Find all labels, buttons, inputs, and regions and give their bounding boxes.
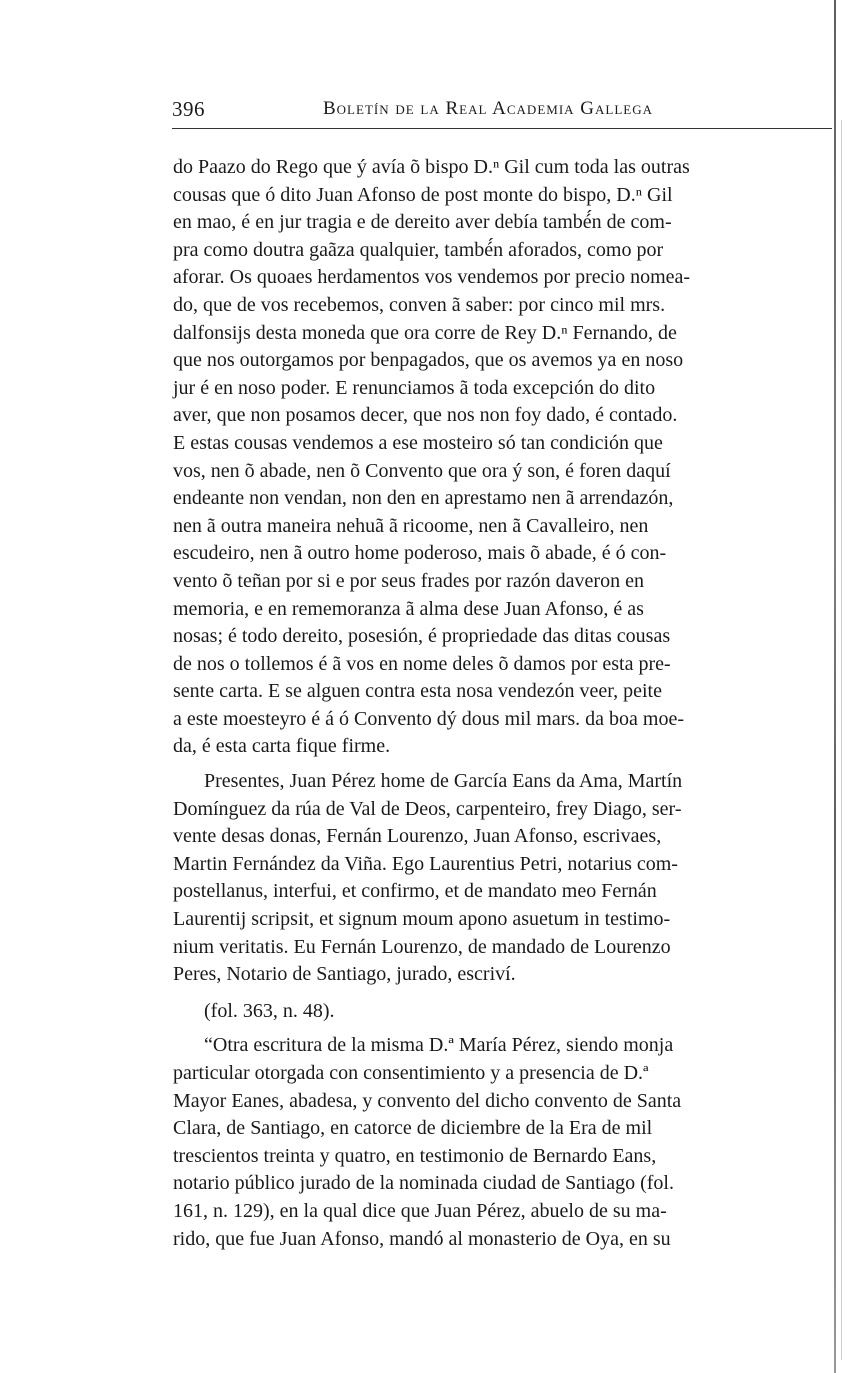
page-header [172, 97, 832, 125]
page-number: 396 [172, 97, 205, 121]
body-text [173, 154, 833, 1253]
page-edge-shadow [834, 0, 836, 1373]
page-edge-line [841, 120, 842, 1360]
running-title: Boletín de la Real Academia Gallega [323, 98, 653, 119]
folio-citation: (fol. 363, n. 48). [204, 999, 335, 1022]
paragraph-second-deed: “Otra escritura de la misma D.ª María Pérez, siendo monja particular otorgada con consentimiento y a presencia de D.ª Mayor Eanes, abadesa, y convento del dicho convento de Santa Clara, de Santiago, en catorce de diciembre de la Era de mil trescientos treinta y quatro, en testimonio de Bernardo Eans, notario público jurado de la nominada ciudad de Santiago (fol. 161, n. 129), en la qual dice que Juan Pérez, abuelo de su ma- rido, que fue Juan Afonso, mandó al monasterio de Oya, en su [173, 1034, 682, 1250]
paragraph-witnesses: Presentes, Juan Pérez home de García Eans da Ama, Martín Domínguez da rúa de Val de Deos, carpenteiro, frey Diago, ser- vente desas donas, Fernán Lourenzo, Juan Afonso, escrivaes, Martin Fernández da Viña. Ego Laurentius Petri, notarius com- postellanus, interfui, et confirmo, et de mandato meo Fernán Laurentij scripsit, et signum moum apono asuetum in testimo- nium veritatis. Eu Fernán Lourenzo, de mandado de Lourenzo Peres, Notario de Santiago, jurado, escriví. [173, 770, 683, 986]
paragraph-deed-text: do Paazo do Rego que ý avía õ bispo D.ⁿ Gil cum toda las outras cousas que ó dito Juan Afonso de post monte do bispo, D.ⁿ Gil en mao, é en jur tragia e de dereito aver debía també́n de com- pra como doutra gaãza qualquier, també́n aforados, como por aforar. Os quoaes herdamentos vos vendemos por precio nomea- do, que de vos recebemos, conven ã saber: por cinco mil mrs. dalfonsijs desta moneda que ora corre de Rey D.ⁿ Fernando, de que nos outorgamos por benpagados, que os avemos ya en noso jur é en noso poder. E renunciamos ã toda excepción do dito aver, que non posamos decer, que nos non foy dado, é contado. E estas cousas vendemos a ese mosteiro só tan condición que vos, nen õ abade, nen õ Convento que ora ý son, é foren daquí endeante non vendan, non den en aprestamo nen ã arrendazón, nen ã outra maneira nehuã ã ricoome, nen ã Cavalleiro, nen escudeiro, nen ã outro home poderoso, mais õ abade, é ó con- vento õ teñan por si e por seus frades por razón daveron en memoria, e en rememoranza ã alma dese Juan Afonso, é as nosas; é todo dereito, posesión, é propriedade das ditas cousas de nos o tollemos é ã vos en nome deles õ damos por esta pre- sente carta. E se alguen contra esta nosa vendezón veer, peite a este moesteyro é á ó Convento dý dous mil mars. da boa moe- da, é esta carta fique firme. [173, 156, 691, 758]
header-rule [172, 128, 832, 129]
